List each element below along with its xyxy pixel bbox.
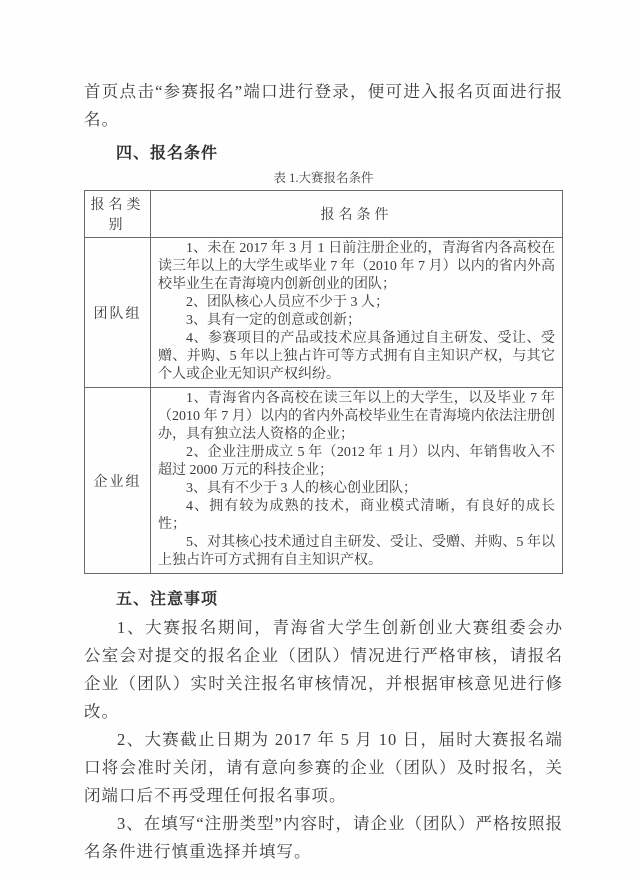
- condition-item: 3、具有不少于 3 人的核心创业团队；: [186, 481, 417, 496]
- table-row-enterprise: [85, 388, 563, 574]
- table-caption: 表 1.大赛报名条件: [273, 171, 374, 185]
- category-cell-enterprise: 企业组: [85, 388, 151, 574]
- condition-item: 5、对其核心技术通过自主研发、受让、受赠、并购、5 年以上独占许可方式拥有自主知识产权。: [158, 535, 555, 568]
- note-paragraph-2: 2、大赛截止日期为 2017 年 5 月 10 日，届时大赛报名端口将会准时关闭，请有意向参赛的企业（团队）及时报名，关闭端口后不再受理任何报名事项。: [84, 730, 563, 805]
- table-header-row: [85, 191, 563, 238]
- conditions-cell-enterprise: [151, 388, 563, 574]
- header-cell-category: 报名类别: [85, 191, 151, 238]
- conditions-cell-team: [151, 238, 563, 388]
- condition-item: 1、未在 2017 年 3 月 1 日前注册企业的，青海省内各高校在读三年以上的大学生或毕业 7 年（2010 年 7 月）以内的省内外高校毕业生在青海境内创新创业的团队；: [158, 241, 555, 292]
- condition-item: 1、青海省内各高校在读三年以上的大学生，以及毕业 7 年（2010 年 7 月）以内的省内外高校毕业生在青海境内依法注册创办，具有独立法人资格的企业；: [158, 391, 555, 442]
- section-5-heading: 五、注意事项: [116, 591, 219, 608]
- header-cell-conditions: 报名条件: [151, 191, 563, 238]
- condition-item: 4、参赛项目的产品或技术应具备通过自主研发、受让、受赠、并购、5 年以上独占许可等方式拥有自主知识产权，与其它个人或企业无知识产权纠纷。: [158, 331, 555, 382]
- condition-item: 2、团队核心人员应不少于 3 人；: [186, 295, 389, 310]
- intro-paragraph: 首页点击“参赛报名”端口进行登录，便可进入报名页面进行报名。: [84, 82, 563, 129]
- conditions-table: [84, 190, 563, 574]
- section-4-heading: 四、报名条件: [116, 145, 219, 162]
- condition-item: 4、拥有较为成熟的技术，商业模式清晰，有良好的成长性；: [158, 499, 555, 532]
- note-paragraph-3: 3、在填写“注册类型”内容时，请企业（团队）严格按照报名条件进行慎重选择并填写。: [84, 814, 563, 861]
- note-paragraph-1: 1、大赛报名期间，青海省大学生创新创业大赛组委会办公室会对提交的报名企业（团队）情况进行严格审核，请报名企业（团队）实时关注报名审核情况，并根据审核意见进行修改。: [84, 618, 563, 721]
- category-cell-team: 团队组: [85, 238, 151, 388]
- condition-item: 3、具有一定的创意或创新；: [186, 313, 361, 328]
- table-row-team: [85, 238, 563, 388]
- condition-item: 2、企业注册成立 5 年（2012 年 1 月）以内、年销售收入不超过 2000 万元的科技企业；: [158, 445, 555, 478]
